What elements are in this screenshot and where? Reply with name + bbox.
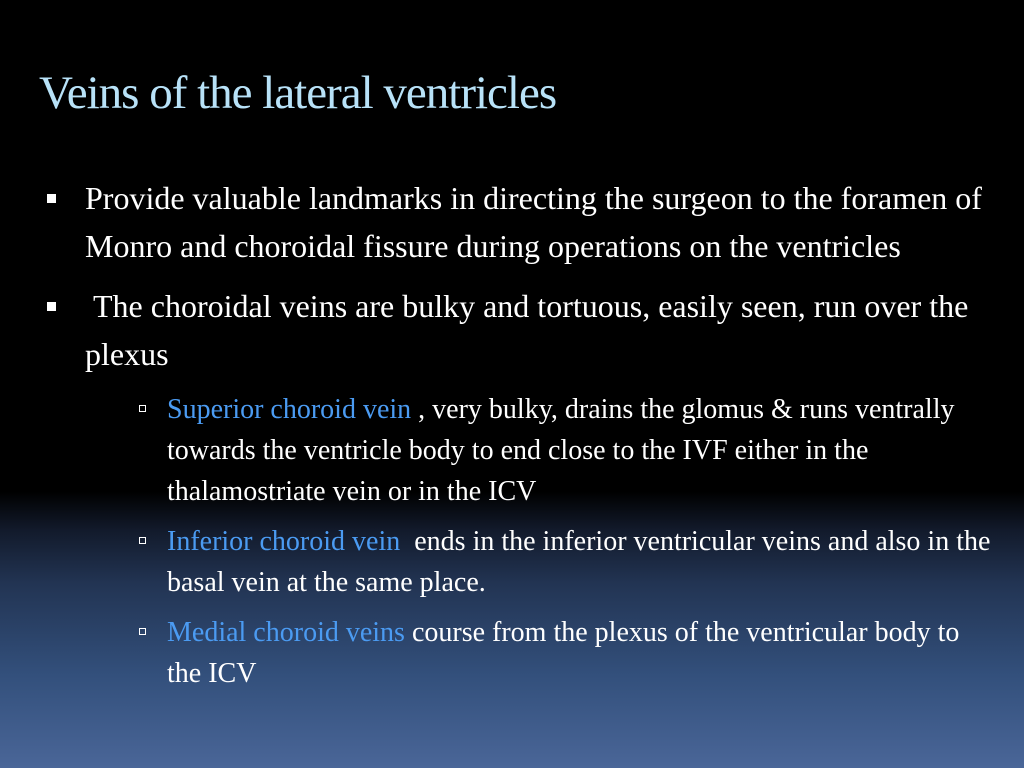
bullet-item [40,282,1000,694]
square-bullet-icon [47,194,56,203]
sub-bullet-text: course from the plexus of the ventricular body to the ICV [167,617,967,689]
vein-name-highlight: Superior choroid vein [167,394,412,425]
bullet-list [40,174,1000,694]
sub-bullet-item [123,389,1000,512]
slide-title: Veins of the lateral ventricles [39,67,557,119]
vein-name-highlight: Medial choroid veins [167,617,405,648]
square-bullet-icon [47,302,56,311]
vein-name-highlight: Inferior choroid vein [167,526,401,557]
bullet-text: Provide valuable landmarks in directing the surgeon to the foramen of Monro and choroidal fissure during operations on the ventricles [85,180,982,264]
bullet-text: The choroidal veins are bulky and tortuous, easily seen, run over the plexus [85,288,977,372]
hollow-square-bullet-icon [139,628,146,635]
sub-bullet-item [123,521,1000,603]
hollow-square-bullet-icon [139,537,146,544]
bullet-item [40,174,1000,270]
sub-bullet-item [123,612,1000,694]
hollow-square-bullet-icon [139,405,146,412]
sub-bullet-text: , very bulky, drains the glomus & runs ventrally towards the ventricle body to end close to the IVF either in the thalamostriate vein or in the ICV [167,394,962,507]
sub-bullet-list [85,389,1000,694]
sub-bullet-text: ends in the inferior ventricular veins and also in the basal vein at the same place. [167,526,998,598]
